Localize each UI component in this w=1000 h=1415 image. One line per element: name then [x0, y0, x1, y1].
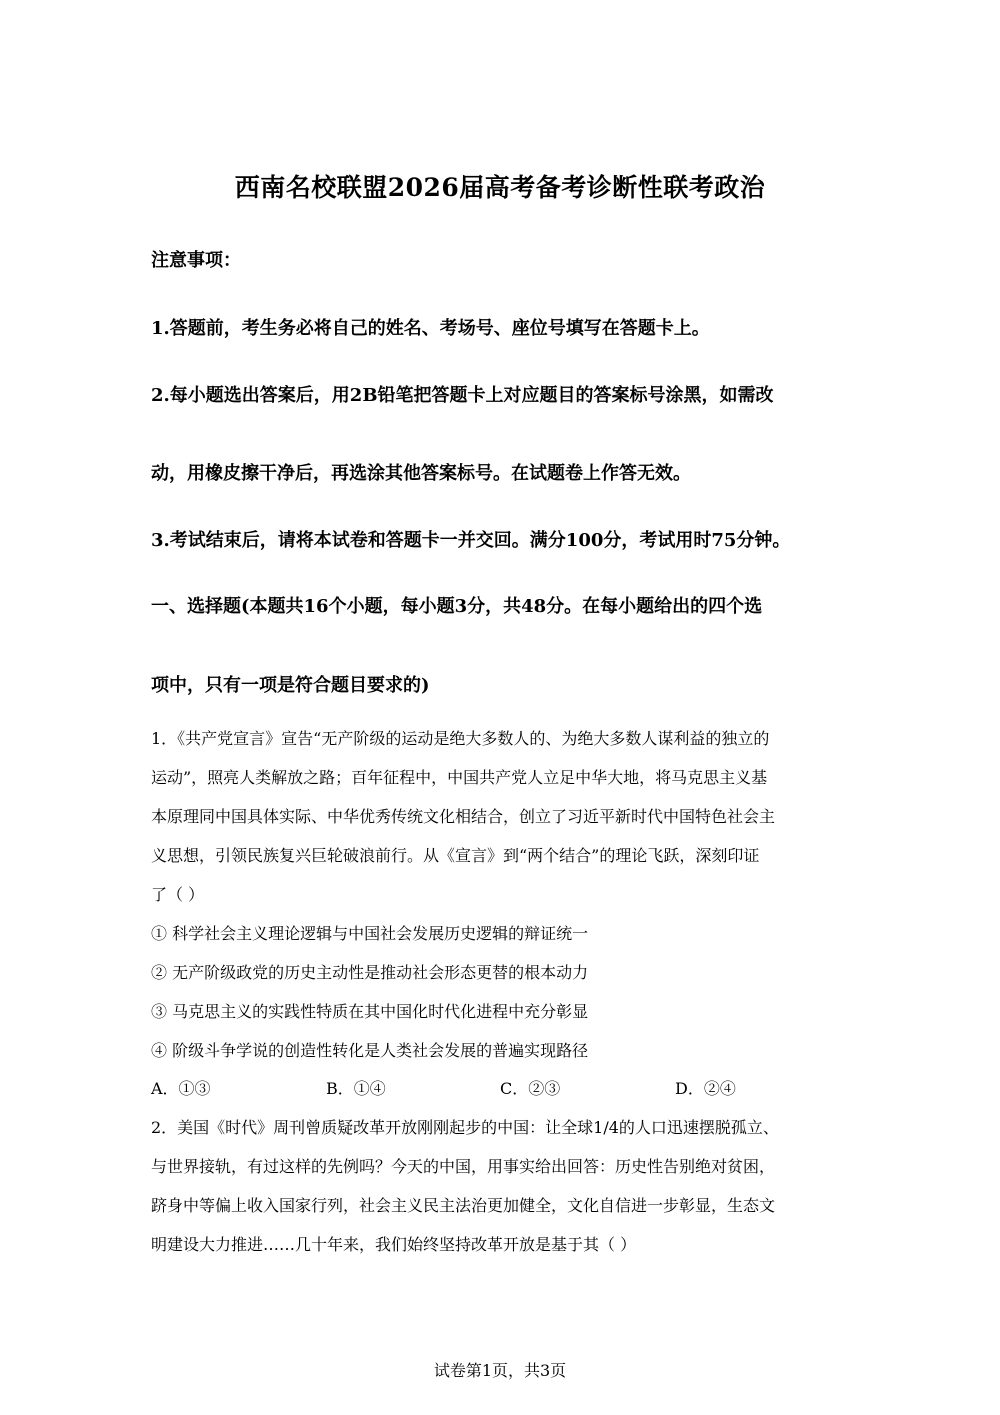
- notice-item-1: 1.答题前，考生务必将自己的姓名、考场号、座位号填写在答题卡上。: [151, 318, 710, 339]
- section-heading-line-1: 一、选择题(本题共16个小题，每小题3分，共48分。在每小题给出的四个选: [151, 596, 763, 617]
- question-1-option-d: D．②④: [675, 1079, 736, 1098]
- question-2-line: 2．美国《时代》周刊曾质疑改革开放刚刚起步的中国：让全球1/4的人口迅速摆脱孤立、: [151, 1118, 779, 1137]
- question-1-line: 本原理同中国具体实际、中华优秀传统文化相结合，创立了习近平新时代中国特色社会主: [151, 807, 776, 826]
- question-1-line: 了（ ）: [151, 885, 205, 904]
- notice-item-3: 3.考试结束后，请将本试卷和答题卡一并交回。满分100分，考试用时75分钟。: [151, 530, 791, 551]
- question-1-statement: ② 无产阶级政党的历史主动性是推动社会形态更替的根本动力: [151, 963, 589, 982]
- question-2-line: 与世界接轨，有过这样的先例吗？今天的中国，用事实给出回答：历史性告别绝对贫困，: [151, 1157, 776, 1176]
- question-1-option-c: C．②③: [500, 1079, 561, 1098]
- question-1-line: 1．《共产党宣言》宣告“无产阶级的运动是绝大多数人的、为绝大多数人谋利益的独立的: [151, 729, 770, 748]
- exam-title: 西南名校联盟2026届高考备考诊断性联考政治: [234, 173, 766, 202]
- notice-item-2-line-2: 动，用橡皮擦干净后，再选涂其他答案标号。在试题卷上作答无效。: [151, 463, 691, 484]
- question-1-option-a: A．①③: [151, 1079, 211, 1098]
- page-footer: 试卷第1页，共3页: [433, 1361, 567, 1380]
- notice-heading: 注意事项：: [151, 250, 241, 271]
- notice-item-2-line-1: 2.每小题选出答案后，用2B铅笔把答题卡上对应题目的答案标号涂黑，如需改: [151, 385, 774, 406]
- question-1-line: 运动”，照亮人类解放之路；百年征程中，中国共产党人立足中华大地，将马克思主义基: [151, 768, 768, 787]
- question-2-line: 明建设大力推进……几十年来，我们始终坚持改革开放是基于其（ ）: [151, 1235, 637, 1254]
- question-1-option-b: B．①④: [326, 1079, 386, 1098]
- question-1-line: 义思想，引领民族复兴巨轮破浪前行。从《宣言》到“两个结合”的理论飞跃，深刻印证: [151, 846, 760, 865]
- question-1-statement: ④ 阶级斗争学说的创造性转化是人类社会发展的普遍实现路径: [151, 1041, 589, 1060]
- question-1-statement: ③ 马克思主义的实践性特质在其中国化时代化进程中充分彰显: [151, 1002, 589, 1021]
- question-1-statement: ① 科学社会主义理论逻辑与中国社会发展历史逻辑的辩证统一: [151, 924, 589, 943]
- question-2-line: 跻身中等偏上收入国家行列，社会主义民主法治更加健全，文化自信进一步彰显，生态文: [151, 1196, 776, 1215]
- section-heading-line-2: 项中，只有一项是符合题目要求的): [151, 675, 430, 696]
